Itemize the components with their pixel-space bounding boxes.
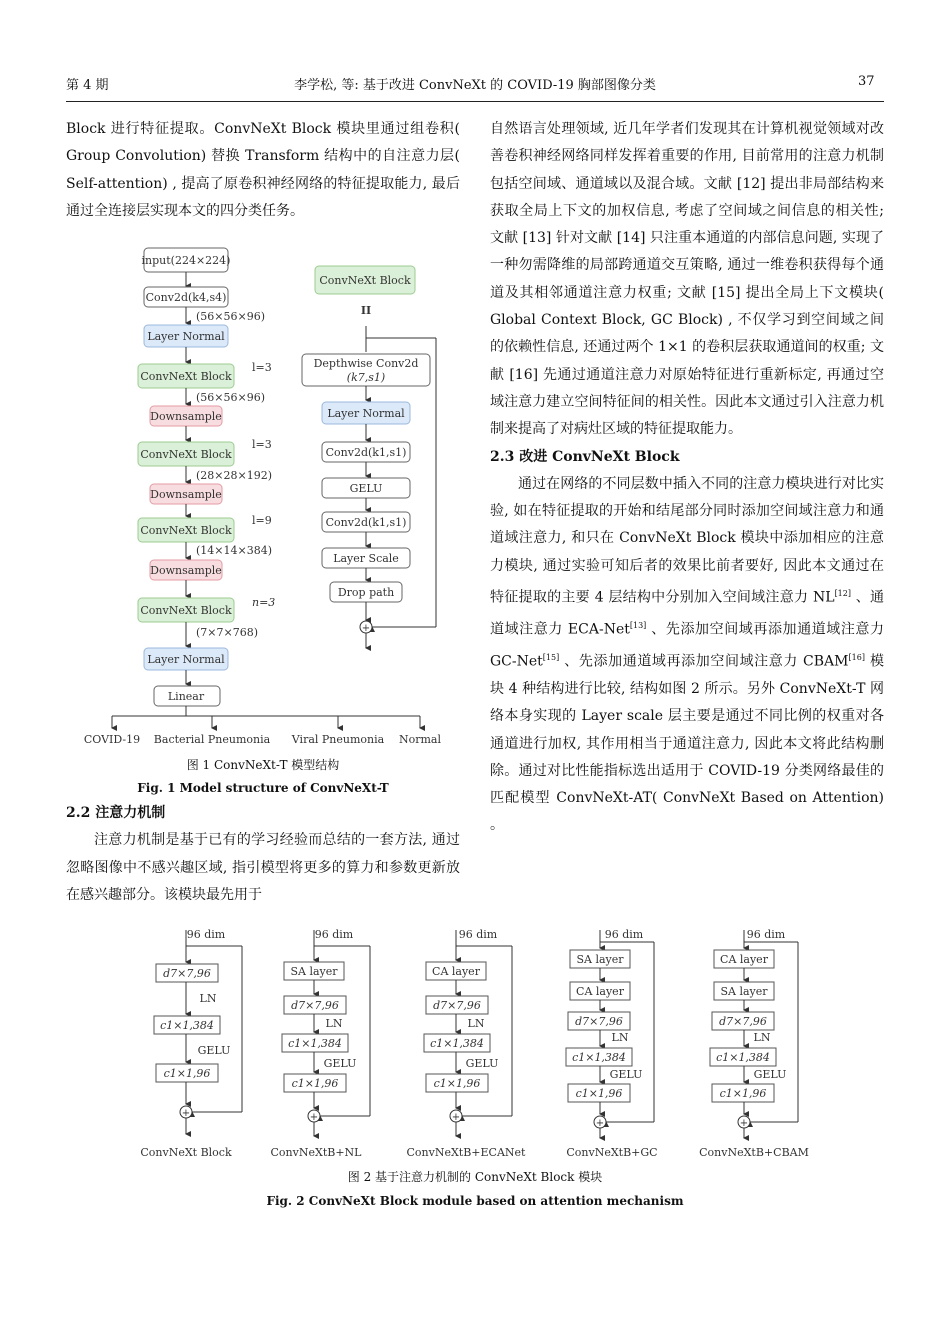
stage1-count: l=3 (252, 361, 272, 374)
v2-label: ConvNeXtB+NL (270, 1146, 362, 1159)
right-paragraph-2: 通过在网络的不同层数中插入不同的注意力模块进行对比实验, 如在特征提取的开始和结尾部分同时添加空间域注意力和通道域注意力, 和只在 ConvNeXt Block 模块中添加相应的注意力模块, 通过实验可知后者的效果比前者要好, 因此本文通过在特征提取的主要 4 层结构中分别加入空间域注意力 NL[12] 、通道域注意力 ECA-Net[13] 、先添加空间域再添加通道域注意力 GC-Net[15] 、先添加通道域再添加空间域注意力 CBAM[16] 模块 4 种结构进行比较, 结构如图 2 所示。另外 ConvNeXt-T 网络本身实现的 Layer scale 层主要是通过不同比例的权重对各通道进行加权, 其作用相当于通道注意力, 因此本文将此结构删除。通过对比性能指标选出适用于 COVID-19 分类网络最佳的匹配模型 ConvNeXt-AT( ConvNeXt Based on Attention) 。 (490, 475, 884, 834)
v2-pw2: c1×1,96 (291, 1077, 339, 1090)
right-paragraph-1: 自然语言处理领域, 近几年学者们发现其在计算机视觉领域对改善卷积神经网络同样发挥着重要的作用, 目前常用的注意力机制包括空间域、通道域以及混合域。文献 [12] 提出非局部结构来获取全局上下文的加权信息, 考虑了空间域之间信息的相关性; 文献 [13] 针对文献 [14] 只注重本通道的内部信息问题, 实现了一种勿需降维的局部跨通道交互策略, 通过一维卷积获得每个通道及其相邻通道注意力权重; 文献 [15] 提出全局上下文模块( Global Context Block, GC Block) , 不仅学习到空间域之间的依赖性信息, 还通过两个 1×1 的卷积层获取通道间的权重; 文献 [16] 先通过通道注意力对原始特征进行重新标定, 再通过空域注意力建立空间特征间的相关性。因此本文通过引入注意力机制来提高了对病灶区域的特征提取能力。 (490, 121, 884, 438)
v4-ln: LN (611, 1031, 629, 1044)
final-layer-normal: Layer Normal (147, 653, 225, 666)
v5-dwconv: d7×7,96 (719, 1015, 767, 1028)
dim-3: (28×28×192) (196, 469, 273, 482)
v1-dim: 96 dim (186, 928, 226, 941)
v1-pw2: c1×1,96 (163, 1067, 211, 1080)
output-viral: Viral Pneumonia (291, 733, 385, 746)
fig1-caption-en: Fig. 1 Model structure of ConvNeXt-T (137, 781, 389, 795)
fig2-caption-cn: 图 2 基于注意力机制的 ConvNeXt Block 模块 (347, 1170, 603, 1184)
v3-label: ConvNeXtB+ECANet (406, 1146, 526, 1159)
issue-number: 第 4 期 (66, 78, 109, 93)
stage4-count: n=3 (252, 596, 276, 609)
running-title: 李学松, 等: 基于改进 ConvNeXt 的 COVID-19 胸部图像分类 (294, 78, 656, 93)
page-number: 37 (858, 74, 875, 89)
v5-pw2: c1×1,96 (719, 1087, 767, 1100)
section-2-3-heading: 2.3 改进 ConvNeXt Block (490, 448, 680, 465)
variant-ecanet (407, 928, 527, 1159)
v3-pw2: c1×1,96 (433, 1077, 481, 1090)
variant-convnext-block (140, 928, 242, 1159)
stage3-block: ConvNeXt Block (140, 524, 232, 537)
left-paragraph-1: Block 进行特征提取。ConvNeXt Block 模块里通过组卷积( Group Convolution) 替换 Transform 结构中的自注意力层( Self-attention) , 提高了原卷积神经网络的特征提取能力, 最后通过全连接层实现本文的四分类任务。 (66, 121, 460, 219)
downsample-1: Downsample (150, 410, 222, 423)
stage4-block: ConvNeXt Block (140, 604, 232, 617)
v3-dim: 96 dim (458, 928, 498, 941)
stage1-block: ConvNeXt Block (140, 370, 232, 383)
dim-5: (7×7×768) (196, 626, 259, 639)
layer-scale: Layer Scale (333, 552, 399, 565)
v1-dwconv: d7×7,96 (163, 967, 211, 980)
svg-text:+: + (361, 623, 371, 634)
v3-ca: CA layer (432, 965, 480, 978)
depthwise-conv: Depthwise Conv2d (313, 357, 419, 370)
variant-gc (566, 928, 658, 1159)
pointwise-conv-2: Conv2d(k1,s1) (325, 516, 407, 529)
v4-sa: SA layer (576, 953, 624, 966)
v2-gelu: GELU (323, 1057, 357, 1070)
stage2-count: l=3 (252, 438, 272, 451)
variant-nl (271, 928, 370, 1159)
svg-text:+: + (309, 1112, 319, 1123)
stage3-count: l=9 (252, 514, 272, 527)
v4-ca: CA layer (576, 985, 624, 998)
v5-sa: SA layer (720, 985, 768, 998)
v4-pw1: c1×1,384 (572, 1051, 626, 1064)
v3-ln: LN (467, 1017, 485, 1030)
v4-gelu: GELU (609, 1068, 643, 1081)
stem-conv-label: Conv2d(k4,s4) (145, 291, 227, 304)
dim-4: (14×14×384) (196, 544, 273, 557)
v2-sa: SA layer (290, 965, 338, 978)
downsample-2: Downsample (150, 488, 222, 501)
drop-path: Drop path (337, 586, 395, 599)
output-bacterial: Bacterial Pneumonia (153, 733, 271, 746)
v5-ln: LN (753, 1031, 771, 1044)
depthwise-params: (k7,s1) (346, 371, 386, 384)
v2-ln: LN (325, 1017, 343, 1030)
svg-text:+: + (739, 1118, 749, 1129)
v3-gelu: GELU (465, 1057, 499, 1070)
downsample-3: Downsample (150, 564, 222, 577)
v2-dwconv: d7×7,96 (291, 999, 339, 1012)
dim-1: (56×56×96) (196, 310, 266, 323)
output-covid: COVID-19 (83, 733, 141, 746)
input-label: input(224×224) (141, 254, 231, 267)
svg-text:+: + (451, 1112, 461, 1123)
svg-text:+: + (181, 1108, 191, 1119)
v1-pw1: c1×1,384 (160, 1019, 214, 1032)
pointwise-conv-1: Conv2d(k1,s1) (325, 446, 407, 459)
v5-dim: 96 dim (746, 928, 786, 941)
dim-2: (56×56×96) (196, 391, 266, 404)
v4-dim: 96 dim (604, 928, 644, 941)
detail-equals: II (360, 304, 372, 317)
detail-layer-normal: Layer Normal (327, 407, 405, 420)
fig1-caption-cn: 图 1 ConvNeXt-T 模型结构 (186, 758, 340, 772)
v5-ca: CA layer (720, 953, 768, 966)
output-normal: Normal (398, 733, 442, 746)
v4-dwconv: d7×7,96 (575, 1015, 623, 1028)
v5-label: ConvNeXtB+CBAM (699, 1146, 809, 1159)
fig2-caption-en: Fig. 2 ConvNeXt Block module based on attention mechanism (266, 1194, 684, 1208)
v3-pw1: c1×1,384 (430, 1037, 484, 1050)
linear-layer: Linear (167, 690, 205, 703)
v4-label: ConvNeXtB+GC (566, 1146, 658, 1159)
stem-layer-normal: Layer Normal (147, 330, 225, 343)
left-paragraph-2: 注意力机制是基于已有的学习经验而总结的一套方法, 通过忽略图像中不感兴趣区域, 指引模型将更多的算力和参数更新放在感兴趣部分。该模块最先用于 (66, 832, 460, 903)
stage2-block: ConvNeXt Block (140, 448, 232, 461)
v2-dim: 96 dim (314, 928, 354, 941)
v1-label: ConvNeXt Block (140, 1146, 232, 1159)
v2-pw1: c1×1,384 (288, 1037, 342, 1050)
v5-gelu: GELU (753, 1068, 787, 1081)
v1-gelu: GELU (197, 1044, 231, 1057)
section-2-2-heading: 2.2 注意力机制 (66, 805, 166, 821)
svg-text:+: + (595, 1118, 605, 1129)
detail-block-title: ConvNeXt Block (319, 274, 411, 287)
v1-ln: LN (199, 992, 217, 1005)
v4-pw2: c1×1,96 (575, 1087, 623, 1100)
v3-dwconv: d7×7,96 (433, 999, 481, 1012)
v5-pw1: c1×1,384 (716, 1051, 770, 1064)
variant-cbam (699, 928, 809, 1159)
gelu: GELU (349, 482, 383, 495)
